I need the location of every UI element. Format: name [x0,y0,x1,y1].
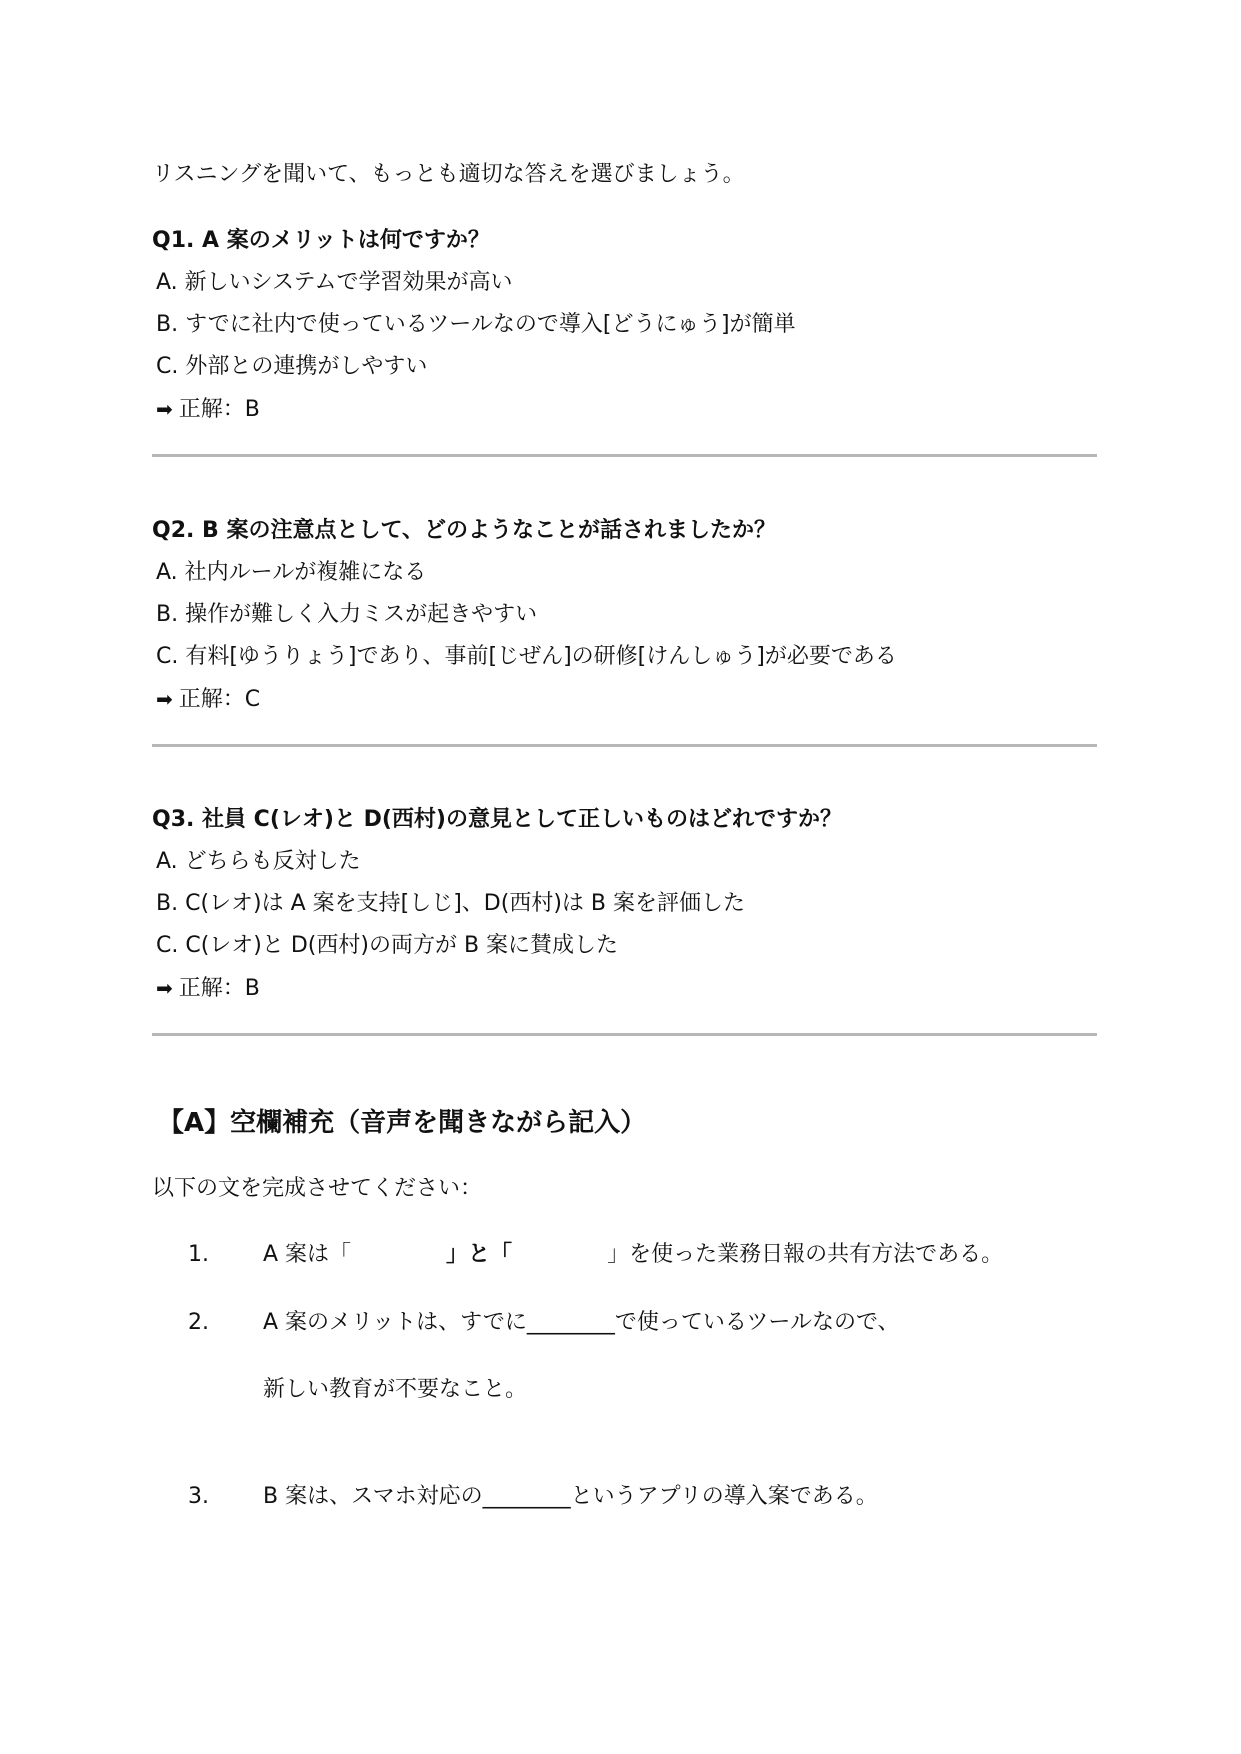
answer-line [156,394,1097,425]
question-3 [152,805,1097,1016]
item-text-part: 」を使った業務日報の共有方法である。 [607,1242,1004,1267]
answer-line [156,973,1097,1004]
item-text [263,1240,1003,1270]
section-lead: 以下の文を完成させてください： [152,1176,483,1201]
item-number: 1. [188,1242,209,1267]
option-a: A. どちらも反対した [156,849,361,874]
question-title: Q2. B 案の注意点として、どのようなことが話されましたか？ [152,518,777,543]
right-arrow-icon: ➡ [156,976,173,1000]
divider [152,744,1097,747]
option-b: B. C(レオ)は A 案を支持[しじ]、D(西村)は B 案を評価した [156,891,745,916]
fill-item-1 [188,1240,1004,1270]
item-text: 新しい教育が不要なこと。 [263,1377,528,1402]
item-text: A 案のメリットは、すでに________で使っているツールなので、 [263,1310,900,1335]
item-number: 3. [188,1484,209,1509]
question-title: Q3. 社員 C(レオ)と D(西村)の意見として正しいものはどれですか？ [152,807,842,832]
option-b: B. すでに社内で使っているツールなので導入[どうにゅう]が簡単 [156,312,796,337]
item-number: 2. [188,1310,209,1335]
fill-item-2-continued [263,1375,527,1405]
option-b: B. 操作が難しく入力ミスが起きやすい [156,602,538,627]
fill-item-3 [188,1482,878,1512]
right-arrow-icon: ➡ [156,397,173,421]
section-title: 【A】空欄補充（音声を聞きながら記入） [158,1108,647,1138]
answer-line [156,684,1097,715]
divider [152,1033,1097,1036]
item-text: B 案は、スマホ対応の________というアプリの導入案である。 [263,1484,878,1509]
item-text-part: A 案は「 [263,1242,352,1267]
question-title: Q1. A 案のメリットは何ですか？ [152,228,490,253]
option-c: C. 外部との連携がしやすい [156,354,428,379]
question-2 [152,516,1097,727]
option-a: A. 社内ルールが複雑になる [156,560,427,585]
option-c: C. C(レオ)と D(西村)の両方が B 案に賛成した [156,933,619,958]
divider [152,454,1097,457]
right-arrow-icon: ➡ [156,687,173,711]
instructions: リスニングを聞いて、もっとも適切な答えを選びましょう。 [152,162,745,187]
item-text-part: 」と「 [446,1242,513,1267]
answer-text: 正解：C [178,687,261,712]
question-1 [152,226,1097,437]
answer-text: 正解：B [178,976,260,1001]
fill-item-2 [188,1308,900,1338]
option-c: C. 有料[ゆうりょう]であり、事前[じぜん]の研修[けんしゅう]が必要である [156,644,897,669]
answer-text: 正解：B [178,397,260,422]
option-a: A. 新しいシステムで学習効果が高い [156,270,513,295]
